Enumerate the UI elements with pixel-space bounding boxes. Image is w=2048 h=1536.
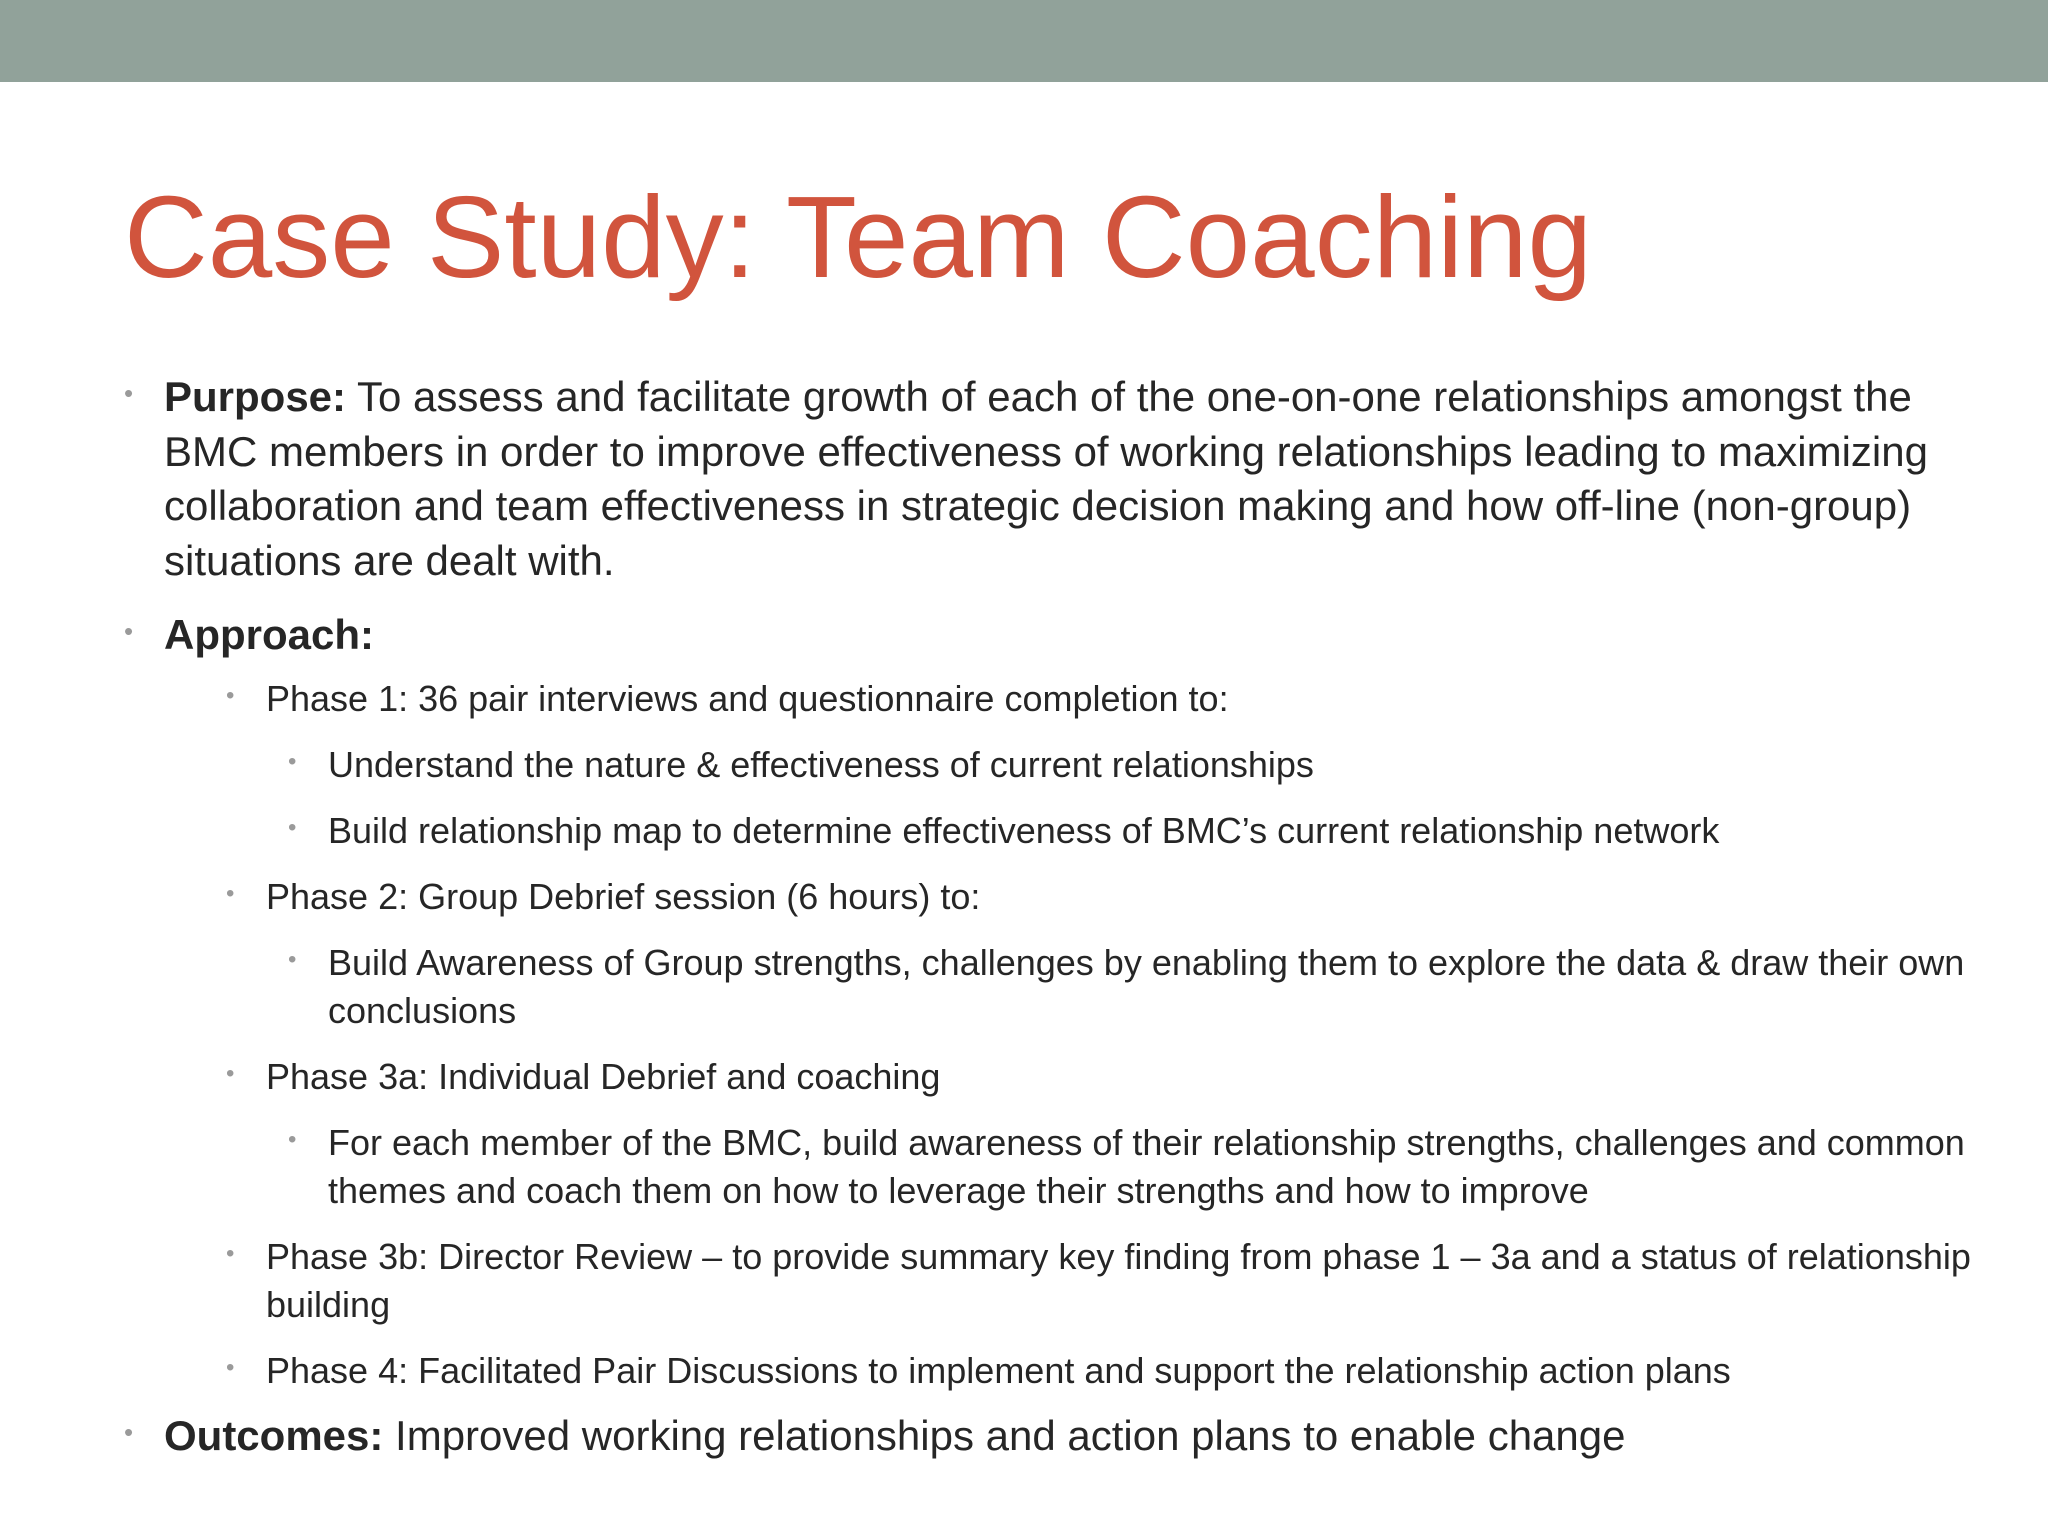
phase-3a-subitems xyxy=(288,1119,2004,1215)
top-color-band xyxy=(0,0,2048,82)
bullet-icon: • xyxy=(124,1416,134,1447)
slide-body xyxy=(124,370,2004,1463)
phase-3a-subitem-text: For each member of the BMC, build awareness of their relationship strengths, challenges and common themes and coach them on how to leverage their strengths and how to improve xyxy=(328,1121,1965,1211)
bullet-icon: • xyxy=(124,378,134,408)
bullet-icon: • xyxy=(288,747,297,775)
bullet-icon: • xyxy=(226,879,235,907)
phase-1-subitem-text: Build relationship map to determine effectiveness of BMC’s current relationship network xyxy=(328,809,1720,851)
purpose-bullet xyxy=(124,370,2004,588)
outcomes-text: Improved working relationships and action plans to enable change xyxy=(383,1411,1626,1459)
phase-1-subitem xyxy=(288,807,2004,855)
phase-list xyxy=(226,675,2004,1395)
bullet-icon: • xyxy=(124,616,134,646)
bullet-list xyxy=(124,370,2004,1463)
bullet-icon: • xyxy=(226,1059,235,1087)
bullet-icon: • xyxy=(288,1125,297,1153)
phase-1-text: Phase 1: 36 pair interviews and questionnaire completion to: xyxy=(266,677,1229,719)
phase-2-subitems xyxy=(288,939,2004,1035)
bullet-icon: • xyxy=(288,945,297,973)
outcomes-bullet xyxy=(124,1409,2004,1464)
phase-2-item xyxy=(226,873,2004,1035)
phase-1-item xyxy=(226,675,2004,855)
phase-3b-text: Phase 3b: Director Review – to provide summary key finding from phase 1 – 3a and a status of relationship building xyxy=(266,1235,1971,1325)
phase-1-subitem xyxy=(288,741,2004,789)
purpose-text: To assess and facilitate growth of each of the one-on-one relationships amongst the BMC members in order to improve effectiveness of working relationships leading to maximizing collaboration and team effectiveness in strategic decision making and how off-line (non-group) situations are dealt with. xyxy=(164,373,1928,584)
phase-3b-item xyxy=(226,1233,2004,1329)
outcomes-label: Outcomes: xyxy=(164,1411,384,1459)
phase-3a-item xyxy=(226,1053,2004,1215)
phase-4-item xyxy=(226,1347,2004,1395)
bullet-icon: • xyxy=(226,1353,235,1381)
purpose-label: Purpose: xyxy=(164,373,347,420)
bullet-icon: • xyxy=(226,1239,235,1267)
approach-label: Approach: xyxy=(164,611,374,658)
phase-2-subitem xyxy=(288,939,2004,1035)
bullet-icon: • xyxy=(226,681,235,709)
phase-1-subitem-text: Understand the nature & effectiveness of current relationships xyxy=(328,743,1314,785)
phase-3a-subitem xyxy=(288,1119,2004,1215)
slide-title: Case Study: Team Coaching xyxy=(124,172,1593,302)
approach-bullet xyxy=(124,608,2004,1395)
phase-4-text: Phase 4: Facilitated Pair Discussions to implement and support the relationship action plans xyxy=(266,1349,1731,1391)
phase-3a-text: Phase 3a: Individual Debrief and coaching xyxy=(266,1055,941,1097)
phase-1-subitems xyxy=(288,741,2004,855)
bullet-icon: • xyxy=(288,813,297,841)
phase-2-subitem-text: Build Awareness of Group strengths, challenges by enabling them to explore the data & draw their own conclusions xyxy=(328,941,1965,1031)
phase-2-text: Phase 2: Group Debrief session (6 hours) to: xyxy=(266,875,981,917)
